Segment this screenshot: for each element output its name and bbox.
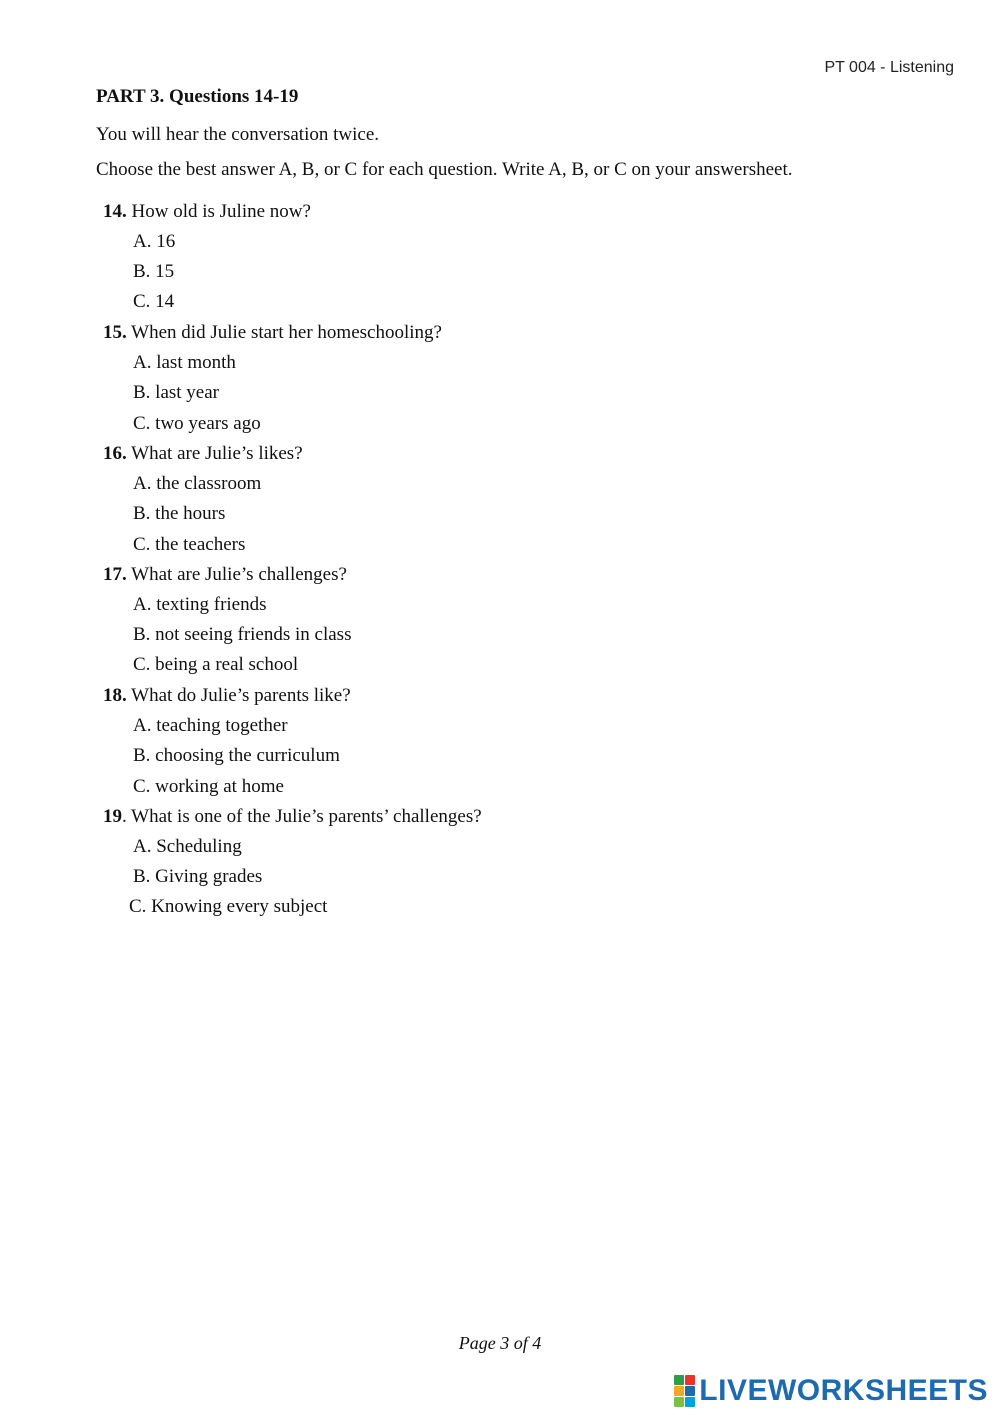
q18-option-b: B. choosing the curriculum — [133, 745, 340, 766]
logo-square — [685, 1375, 695, 1385]
logo-square — [685, 1397, 695, 1407]
logo-square — [674, 1386, 684, 1396]
question-number: 19 — [103, 806, 122, 827]
instruction-choose-answer: Choose the best answer A, B, or C for each question. Write A, B, or C on your answersheet. — [96, 159, 793, 180]
q14-option-a: A. 16 — [133, 231, 176, 252]
liveworksheets-wordmark: LIVEWORKSHEETS — [699, 1374, 988, 1407]
q17-option-a: A. texting friends — [133, 594, 267, 615]
question-19 — [103, 806, 482, 828]
question-text: How old is Juline now? — [131, 201, 311, 222]
question-number: 16. — [103, 443, 127, 464]
question-16 — [103, 443, 303, 465]
question-text: What are Julie’s likes? — [131, 443, 303, 464]
q15-option-a: A. last month — [133, 352, 236, 373]
question-15 — [103, 322, 442, 344]
q19-option-c: C. Knowing every subject — [129, 896, 328, 917]
question-text: When did Julie start her homeschooling? — [131, 322, 442, 343]
question-18 — [103, 685, 351, 707]
liveworksheets-logo-icon — [674, 1375, 695, 1407]
q14-option-c: C. 14 — [133, 291, 175, 312]
logo-square — [674, 1397, 684, 1407]
question-number: 18. — [103, 685, 127, 706]
q14-option-b: B. 15 — [133, 261, 175, 282]
logo-square — [685, 1386, 695, 1396]
question-14 — [103, 201, 311, 223]
question-number: 17. — [103, 564, 127, 585]
question-text: What do Julie’s parents like? — [131, 685, 351, 706]
document-header-code: PT 004 - Listening — [824, 59, 954, 76]
liveworksheets-logo[interactable] — [674, 1374, 988, 1408]
q19-option-a: A. Scheduling — [133, 836, 242, 857]
q17-option-c: C. being a real school — [133, 654, 299, 675]
q16-option-c: C. the teachers — [133, 534, 246, 555]
q17-option-b: B. not seeing friends in class — [133, 624, 352, 645]
q18-option-a: A. teaching together — [133, 715, 288, 736]
question-number: 15. — [103, 322, 127, 343]
question-17 — [103, 564, 347, 586]
q16-option-a: A. the classroom — [133, 473, 262, 494]
page-number: Page 3 of 4 — [458, 1333, 542, 1353]
q16-option-b: B. the hours — [133, 503, 226, 524]
question-number: 14. — [103, 201, 127, 222]
part-title: PART 3. Questions 14-19 — [96, 86, 299, 107]
logo-square — [674, 1375, 684, 1385]
q15-option-c: C. two years ago — [133, 413, 261, 434]
q18-option-c: C. working at home — [133, 776, 284, 797]
question-text: What are Julie’s challenges? — [131, 564, 347, 585]
q19-option-b: B. Giving grades — [133, 866, 263, 887]
q15-option-b: B. last year — [133, 382, 220, 403]
question-text: . What is one of the Julie’s parents’ challenges? — [122, 806, 482, 827]
instruction-listen-twice: You will hear the conversation twice. — [96, 124, 380, 145]
